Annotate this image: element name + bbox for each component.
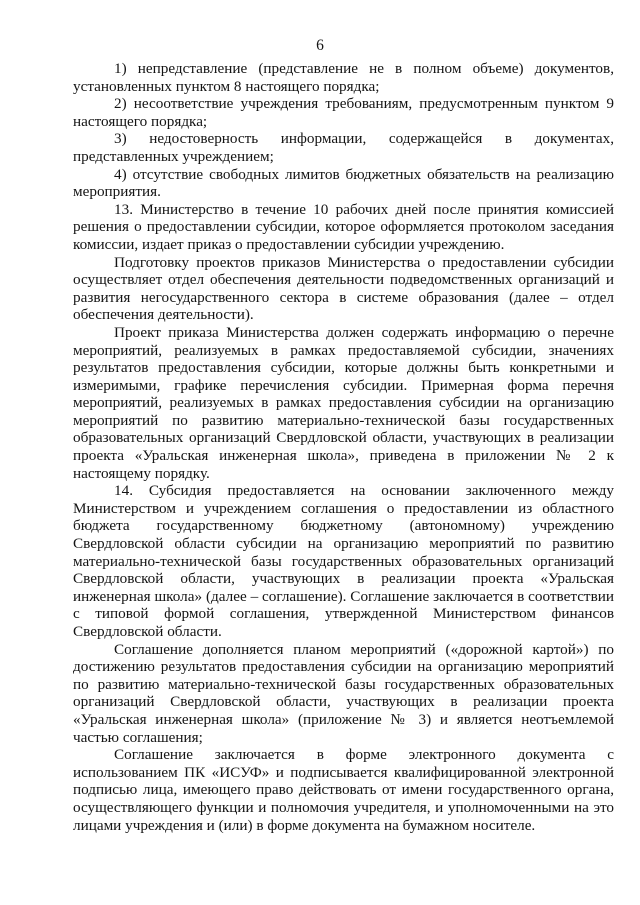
paragraph-clause-14: 14. Субсидия предоставляется на основании заключенного между Министерством и учреждением соглашения о предоставлении из областного бюджета государственному бюджетному (автономному) учреждению Свердловской области субсидии на организацию мероприятий по развитию материально-технической базы государственных образовательных организаций Свердловской области, участвующих в реализации проекта «Уральская инженерная школа» (далее – соглашение). Соглашение заключается в соответствии с типовой формой соглашения, утвержденной Министерством финансов Свердловской области. bbox=[73, 482, 614, 640]
document-body bbox=[73, 60, 614, 834]
paragraph-item-3: 3) недостоверность информации, содержащейся в документах, представленных учреждением; bbox=[73, 130, 614, 165]
paragraph-clause-13: 13. Министерство в течение 10 рабочих дней после принятия комиссией решения о предоставлении субсидии, которое оформляется протоколом заседания комиссии, издает приказ о предоставлении субсидии учреждению. bbox=[73, 200, 614, 253]
paragraph-order-preparation: Подготовку проектов приказов Министерства о предоставлении субсидии осуществляет отдел обеспечения деятельности подведомственных организаций и развития негосударственного сектора в системе образования (далее – отдел обеспечения деятельности). bbox=[73, 253, 614, 324]
paragraph-item-2: 2) несоответствие учреждения требованиям, предусмотренным пунктом 9 настоящего порядка; bbox=[73, 95, 614, 130]
paragraph-item-1: 1) непредставление (представление не в полном объеме) документов, установленных пунктом 8 настоящего порядка; bbox=[73, 60, 614, 95]
paragraph-agreement-plan: Соглашение дополняется планом мероприятий («дорожной картой») по достижению результатов предоставления субсидии на организацию мероприятий по развитию материально-технической базы государственных образовательных организаций Свердловской области, участвующих в реализации проекта «Уральская инженерная школа» (приложение № 3) и является неотъемлемой частью соглашения; bbox=[73, 640, 614, 746]
paragraph-agreement-form: Соглашение заключается в форме электронного документа с использованием ПК «ИСУФ» и подписывается квалифицированной электронной подписью лица, имеющего право действовать от имени государственного органа, осуществляющего функции и полномочия учредителя, и уполномоченными на это лицами учреждения и (или) в форме документа на бумажном носителе. bbox=[73, 746, 614, 834]
paragraph-order-content: Проект приказа Министерства должен содержать информацию о перечне мероприятий, реализуемых в рамках предоставляемой субсидии, значениях результатов предоставления субсидии, которые должны быть конкретными и измеримыми, графике перечисления субсидии. Примерная форма перечня мероприятий, реализуемых в рамках предоставления субсидии на организацию мероприятий по развитию материально-технической базы государственных образовательных организаций Свердловской области, участвующих в реализации проекта «Уральская инженерная школа», приведена в приложении № 2 к настоящему порядку. bbox=[73, 323, 614, 482]
page-number: 6 bbox=[316, 37, 324, 54]
paragraph-item-4: 4) отсутствие свободных лимитов бюджетных обязательств на реализацию мероприятия. bbox=[73, 165, 614, 201]
